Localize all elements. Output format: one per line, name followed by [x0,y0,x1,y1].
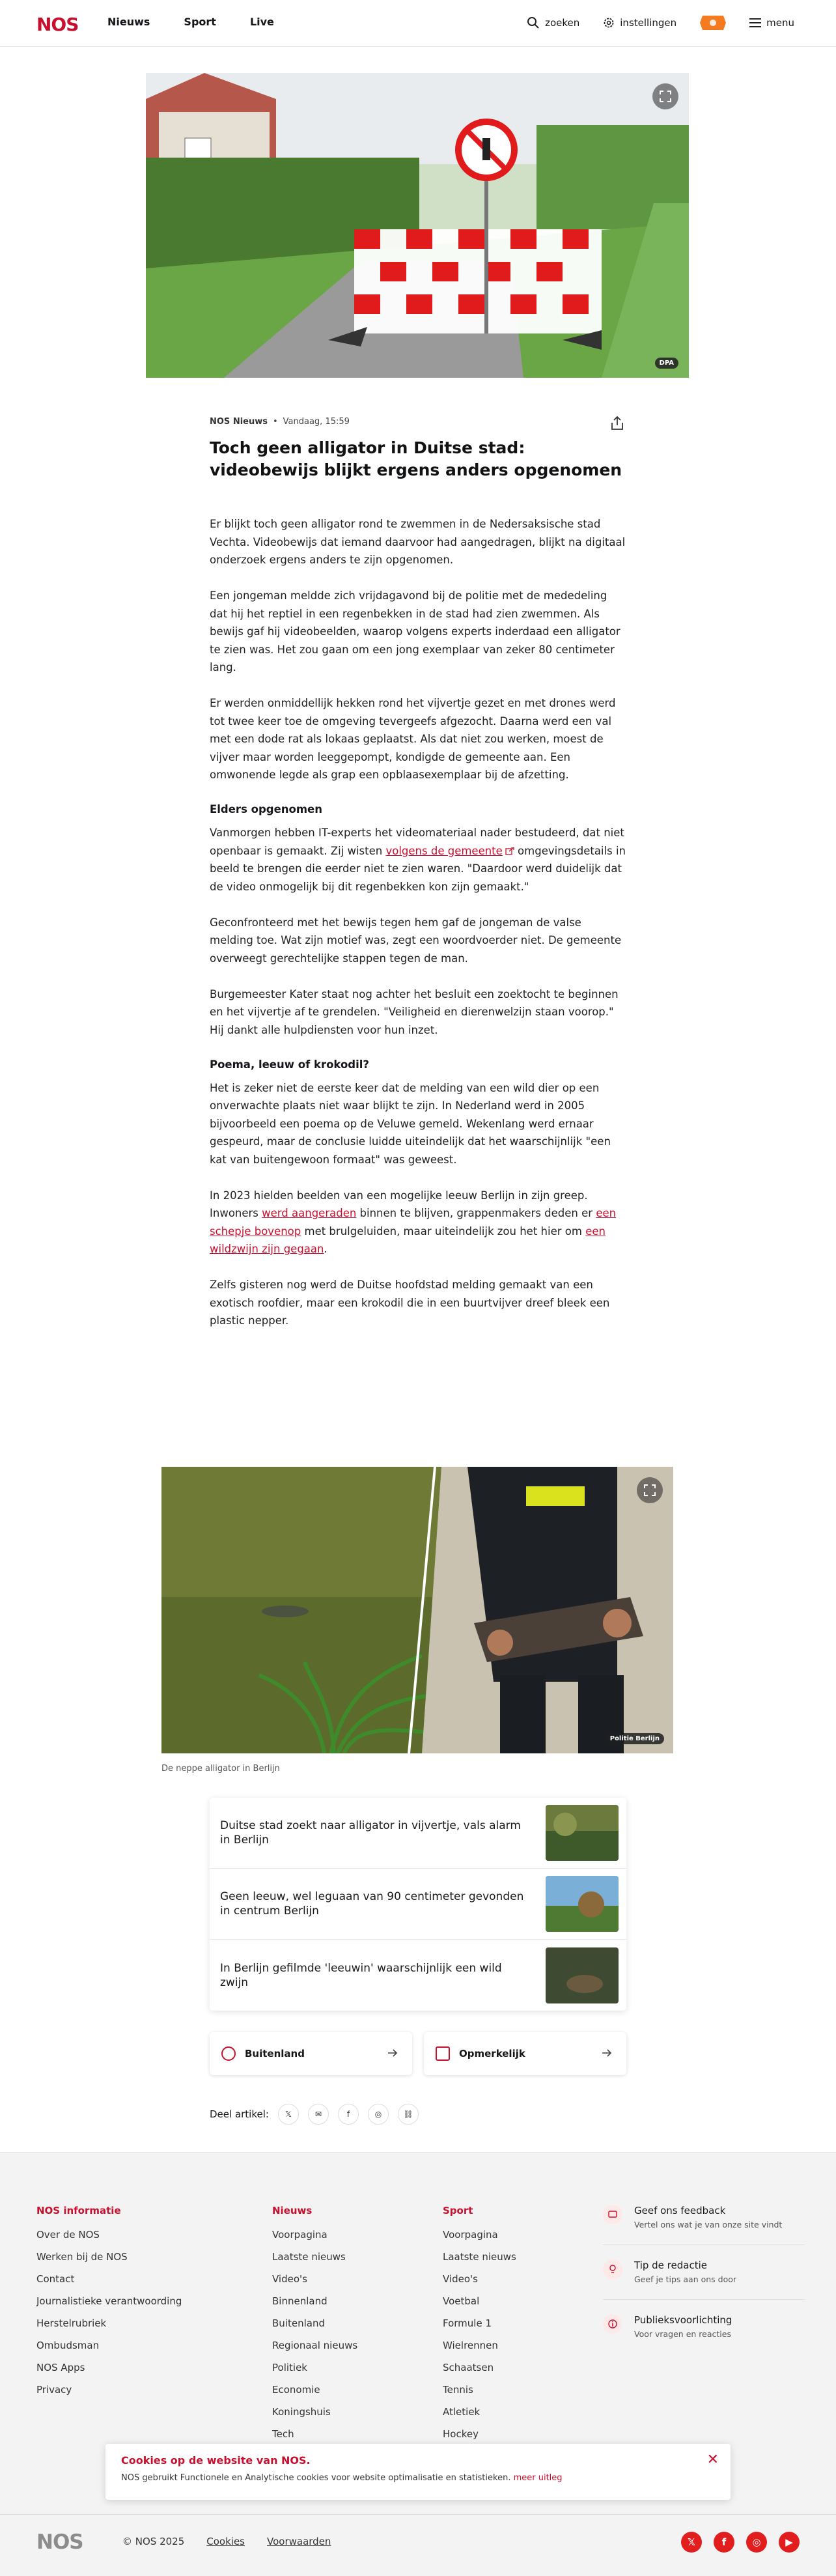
paragraph-9: Zelfs gisteren nog werd de Duitse hoofdstad melding gemaakt van een exotisch roofdier, maar een krokodil die in een buurtvijver dreef bleek een plastic nepper. [210,1279,610,1327]
footer-legal [122,2536,331,2547]
nav-sport[interactable]: Sport [184,16,216,28]
related-title: In Berlijn gefilmde 'leeuwin' waarschijnlijk een wild zwijn [220,1961,502,1989]
x-share-icon[interactable]: 𝕏 [278,2104,299,2125]
globe-icon [221,2046,236,2061]
publieksvoorlichting-link[interactable] [603,2314,805,2354]
site-header [0,0,836,47]
footer-heading: Sport [443,2205,473,2216]
footer-link[interactable]: Ombudsman [36,2340,100,2351]
p8-text-c: met brulgeluiden, maar uiteindelijk zou het hier om [301,1224,586,1238]
cookie-text [121,2473,715,2483]
footer-link[interactable]: Contact [36,2273,75,2285]
article-meta [210,417,626,427]
footer-link[interactable]: Werken bij de NOS [36,2251,128,2263]
svg-text:NOS: NOS [36,14,79,33]
nos-logo[interactable] [36,14,82,33]
footer-link[interactable]: Voetbal [443,2295,480,2307]
footer-link[interactable]: Politiek [272,2362,307,2373]
footer-link[interactable]: Koningshuis [272,2406,331,2418]
social-links [681,2532,800,2553]
related-articles [210,1798,626,2011]
related-title: Duitse stad zoekt naar alligator in vijvertje, vals alarm in Berlijn [220,1819,521,1847]
footer-link[interactable]: Hockey [443,2428,479,2440]
close-icon[interactable]: ✕ [706,2452,719,2468]
expand-icon [660,91,671,102]
category-label: Opmerkelijk [459,2048,525,2059]
share-label: Deel artikel: [210,2108,269,2120]
lightbulb-icon [603,2259,622,2279]
footer-link[interactable]: Video's [443,2273,478,2285]
footer-link[interactable]: Wielrennen [443,2340,498,2351]
action-sub: Geef je tips aan ons door [634,2274,737,2284]
hero-photo-barrier [146,73,689,378]
x-icon[interactable]: 𝕏 [681,2532,702,2553]
footer-link[interactable]: Journalistieke verantwoording [36,2295,182,2307]
category-buitenland[interactable] [210,2032,412,2075]
article-time: Vandaag, 15:59 [283,417,350,427]
photo-credit: Politie Berlijn [606,1733,664,1744]
search-icon [527,16,540,29]
share-icon[interactable] [608,414,626,432]
svg-text:NOS: NOS [36,2530,83,2551]
footer-col-nos-info [36,2205,182,2401]
footer-link[interactable]: Schaatsen [443,2362,494,2373]
p8-text-a: In 2023 hielden beelden van een mogelijke leeuw Berlijn in zijn greep. Inwoners [210,1189,588,1219]
whatsapp-share-icon[interactable]: ◎ [368,2104,389,2125]
gear-icon [603,17,615,29]
image-caption: De neppe alligator in Berlijn [161,1764,280,1774]
footer-heading: Nieuws [272,2205,313,2216]
tip-link[interactable] [603,2259,805,2300]
subheading-poema: Poema, leeuw of krokodil? [210,1058,369,1071]
settings-label: instellingen [620,17,677,29]
menu-label: menu [766,17,794,29]
header-actions [527,14,794,31]
expand-image-button[interactable] [652,83,678,109]
nav-live[interactable]: Live [249,16,274,28]
arrow-right-icon [600,2046,613,2059]
facebook-share-icon[interactable]: f [338,2104,359,2125]
search-button[interactable] [527,16,579,29]
action-sub: Vertel ons wat je van onze site vindt [634,2220,783,2229]
footer-actions [603,2205,805,2368]
link-volgens-de-gemeente[interactable]: volgens de gemeente [385,844,503,857]
p8-text-b: binnen te blijven, grappenmakers deden er [356,1207,596,1219]
category-links [210,2032,626,2075]
site-footer [0,2152,836,2576]
footer-link[interactable]: NOS Apps [36,2362,85,2373]
arrow-right-icon [386,2046,399,2059]
search-label: zoeken [545,17,580,29]
paragraph-3: Er werden onmiddellijk hekken rond het vijvertje gezet en met drones werd tot twee keer toe de omgeving tevergeefs afgezocht. Daarna werd een val met een dode rat als lokaas geplaatst. Als dat niet zou werken, moest de vijver maar worden leeggepompt, kondigde de gemeente aan. Een omwonende legde als grap een opblaasexemplaar bij de afzetting. [210,697,616,781]
instagram-icon[interactable]: ◎ [746,2532,767,2553]
article-source: NOS Nieuws [210,417,268,427]
feedback-icon [603,2205,622,2224]
expand-icon [644,1484,656,1496]
paragraph-4 [210,824,626,896]
related-thumbnail [546,1805,619,1861]
category-label: Buitenland [245,2048,305,2059]
link-een-schepje-bovenop[interactable]: een schepje bovenop [210,1207,617,1238]
paragraph-6: Burgemeester Kater staat nog achter het besluit een zoektocht te beginnen en het vijvertje af te grendelen. "Veiligheid en dierenwelzijn staan voorop." Hij dankt alle hulpdiensten voor hun inzet. [210,987,619,1036]
related-item[interactable] [210,1869,626,1940]
action-title: Geef ons feedback [634,2205,726,2216]
alligator-photo [161,1467,673,1753]
footer-link[interactable]: Atletiek [443,2406,481,2418]
facebook-icon[interactable]: f [714,2532,734,2553]
footer-link[interactable]: Privacy [36,2384,72,2396]
footer-link[interactable]: Formule 1 [443,2317,492,2329]
copyright: © NOS 2025 [122,2536,185,2547]
p4-text-b: omgevingsdetails in beeld te brengen die eerder niet te zien waren. "Daardoor werd duidelijk dat de video onmogelijk bij dit regenbekken kon zijn gemaakt." [210,844,626,893]
paragraph-1: Er blijkt toch geen alligator rond te zwemmen in de Nedersaksische stad Vechta. Videobewijs dat iemand daarvoor had aangedragen, blijkt na digitaal onderzoek ergens anders te zijn opgenomen. [210,518,626,566]
article [210,417,626,1348]
nos-footer-logo[interactable] [36,2530,89,2551]
quote-icon [436,2046,450,2061]
footer-link[interactable]: Herstelrubriek [36,2317,107,2329]
paragraph-2: Een jongeman meldde zich vrijdagavond bij de politie met de mededeling dat hij het reptiel in een regenbekken in de stad had zien zwemmen. Als bewijs gaf hij videobeelden, waarop volgens experts inderdaad een alligator te zien was. Het zou gaan om een jong exemplaar van zeker 80 centimeter lang. [210,589,620,673]
info-icon [603,2314,622,2334]
action-title: Publieksvoorlichting [634,2314,732,2326]
hamburger-icon [749,18,761,27]
related-item[interactable] [210,1940,626,2011]
related-thumbnail [546,1947,619,2003]
p8-text-d: . [324,1243,327,1255]
link-wildzwijn[interactable]: een wildzwijn zijn gegaan [210,1224,606,1255]
action-sub: Voor vragen en reacties [634,2329,731,2339]
footer-link[interactable]: Voorpagina [443,2229,498,2241]
main-nav [107,16,274,28]
cookie-body: NOS gebruikt Functionele en Analytische cookies voor website optimalisatie en statistieken. [121,2473,514,2483]
footer-link[interactable]: Laatste nieuws [443,2251,516,2263]
footer-link[interactable]: Binnenland [272,2295,327,2307]
footer-link[interactable]: Economie [272,2384,320,2396]
footer-heading: NOS informatie [36,2205,121,2216]
related-thumbnail [546,1876,619,1932]
expand-image-button-2[interactable] [637,1477,663,1503]
article-title: Toch geen alligator in Duitse stad: videobewijs blijkt ergens anders opgenomen [210,438,622,479]
cookie-title: Cookies op de website van NOS. [121,2454,311,2467]
settings-button[interactable] [603,17,676,29]
link-werd-aangeraden[interactable]: werd aangeraden [262,1207,357,1219]
nav-nieuws[interactable]: Nieuws [107,16,150,28]
feedback-link[interactable] [603,2205,805,2245]
hero-credit: DPA [655,358,678,369]
cookie-banner [105,2444,731,2500]
footer-col-sport [443,2205,516,2445]
related-title: Geen leeuw, wel leguaan van 90 centimeter gevonden in centrum Berlijn [220,1890,524,1918]
related-item[interactable] [210,1798,626,1869]
copy-link-icon[interactable]: ⛓ [398,2104,419,2125]
category-opmerkelijk[interactable] [424,2032,626,2075]
npo-logo[interactable] [700,14,726,31]
external-link-icon [505,847,514,855]
footer-link[interactable]: Tech [272,2428,294,2440]
footer-col-nieuws [272,2205,357,2445]
p4-text-a: Vanmorgen hebben IT-experts het videomateriaal nader bestudeerd, dat niet openbaar is gemaakt. Zij wisten [210,827,624,857]
footer-link[interactable]: Laatste nieuws [272,2251,346,2263]
paragraph-8 [210,1187,626,1258]
menu-button[interactable] [749,17,794,29]
footer-link[interactable]: Over de NOS [36,2229,100,2241]
share-row [210,2104,419,2125]
footer-link[interactable]: Buitenland [272,2317,325,2329]
terms-link[interactable]: Voorwaarden [267,2536,331,2547]
footer-bottom [0,2514,836,2576]
paragraph-5: Geconfronteerd met het bewijs tegen hem gaf de jongeman de valse melding toe. Wat zijn motief was, zegt een woordvoerder niet. De gemeente overweegt gerechtelijke stappen tegen de man. [210,916,622,965]
subheading-elders: Elders opgenomen [210,803,322,815]
action-title: Tip de redactie [634,2259,707,2271]
hero-image[interactable] [146,73,689,378]
meta-dot: • [272,417,278,427]
footer-link[interactable]: Video's [272,2273,307,2285]
cookie-more-link[interactable]: meer uitleg [513,2473,563,2483]
inline-image-alligator[interactable] [161,1467,673,1753]
article-body [210,515,626,1330]
footer-link[interactable]: Tennis [443,2384,473,2396]
youtube-icon[interactable]: ▶ [779,2532,800,2553]
footer-link[interactable]: Voorpagina [272,2229,327,2241]
email-share-icon[interactable]: ✉ [308,2104,329,2125]
paragraph-7: Het is zeker niet de eerste keer dat de melding van een wild dier op een onverwachte plaats niet waar blijkt te zijn. In Nederland werd in 2005 bijvoorbeeld een poema op de Veluwe gemeld. Wekenlang werd ernaar gespeurd, maar de conclusie luidde uiteindelijk dat het waarschijnlijk "een kat van buitengewoon formaat" was geweest. [210,1081,611,1166]
cookies-link[interactable]: Cookies [206,2536,245,2547]
footer-link[interactable]: Regionaal nieuws [272,2340,358,2351]
